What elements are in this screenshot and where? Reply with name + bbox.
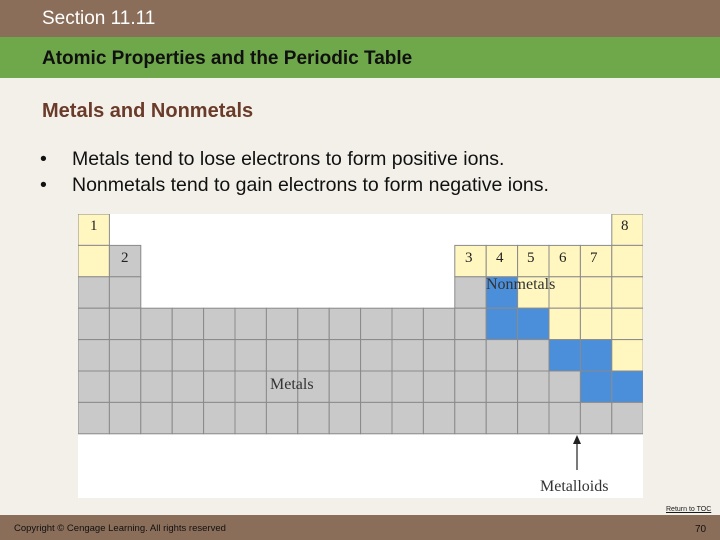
- metal-cell: [486, 402, 517, 433]
- metal-cell: [78, 340, 109, 371]
- periodic-table-diagram: [78, 214, 643, 498]
- metal-cell: [266, 402, 297, 433]
- metal-cell: [455, 277, 486, 308]
- metal-cell: [141, 340, 172, 371]
- return-to-toc-link[interactable]: Return to TOC: [666, 506, 712, 513]
- metal-cell: [266, 340, 297, 371]
- metal-cell: [204, 402, 235, 433]
- metalloids-arrow: [573, 435, 581, 470]
- copyright-text: Copyright © Cengage Learning. All rights reserved: [14, 523, 226, 534]
- bullet-list: [40, 146, 549, 198]
- metal-cell: [78, 402, 109, 433]
- metal-cell: [109, 371, 140, 402]
- metal-cell: [78, 277, 109, 308]
- metal-cell: [486, 371, 517, 402]
- metal-cell: [518, 402, 549, 433]
- group-label-5: 5: [527, 250, 535, 266]
- metal-cell: [549, 371, 580, 402]
- metal-cell: [109, 277, 140, 308]
- metal-cell: [486, 340, 517, 371]
- metal-cell: [329, 340, 360, 371]
- group-label-7: 7: [590, 250, 598, 266]
- metal-cell: [141, 371, 172, 402]
- metal-cell: [423, 371, 454, 402]
- bullet-glyph: •: [40, 148, 47, 170]
- metal-cell: [78, 371, 109, 402]
- metalloid-cell: [518, 308, 549, 339]
- bullet-item: [40, 146, 549, 172]
- metal-cell: [172, 371, 203, 402]
- metal-cell: [172, 402, 203, 433]
- metal-cell: [549, 402, 580, 433]
- group-label-6: 6: [559, 250, 567, 266]
- metal-cell: [392, 402, 423, 433]
- nonmetal-cell: [549, 308, 580, 339]
- metalloid-cell: [612, 371, 643, 402]
- metal-cell: [109, 308, 140, 339]
- metal-cell: [266, 308, 297, 339]
- metal-cell: [518, 340, 549, 371]
- metal-cell: [298, 340, 329, 371]
- metal-cell: [204, 371, 235, 402]
- group-label-1: 1: [90, 218, 98, 234]
- metal-cell: [109, 340, 140, 371]
- metal-cell: [455, 340, 486, 371]
- metal-cell: [423, 308, 454, 339]
- metal-cell: [361, 371, 392, 402]
- footer-bar: [0, 515, 720, 540]
- element-cells: [78, 214, 643, 434]
- metalloid-cell: [549, 340, 580, 371]
- metal-cell: [361, 402, 392, 433]
- periodic-table-figure: [78, 214, 643, 498]
- metal-cell: [392, 371, 423, 402]
- metal-cell: [235, 371, 266, 402]
- metal-cell: [329, 402, 360, 433]
- nonmetal-cell: [580, 308, 611, 339]
- metal-cell: [298, 308, 329, 339]
- metal-cell: [329, 371, 360, 402]
- metalloids-label: Metalloids: [540, 478, 609, 495]
- slide-heading: Metals and Nonmetals: [42, 100, 254, 122]
- group-label-4: 4: [496, 250, 504, 266]
- slide-title: Atomic Properties and the Periodic Table: [42, 48, 413, 69]
- metal-cell: [518, 371, 549, 402]
- bullet-item: [40, 172, 549, 198]
- metal-cell: [204, 340, 235, 371]
- metal-cell: [455, 371, 486, 402]
- metal-cell: [141, 402, 172, 433]
- metal-cell: [204, 308, 235, 339]
- metal-cell: [141, 308, 172, 339]
- metalloid-cell: [580, 371, 611, 402]
- metal-cell: [235, 340, 266, 371]
- metal-cell: [612, 402, 643, 433]
- metal-cell: [423, 402, 454, 433]
- metal-cell: [580, 402, 611, 433]
- metal-cell: [172, 308, 203, 339]
- nonmetals-label: Nonmetals: [486, 276, 556, 293]
- metal-cell: [392, 340, 423, 371]
- section-label: Section 11.11: [42, 8, 156, 29]
- metal-cell: [455, 402, 486, 433]
- metal-cell: [361, 308, 392, 339]
- metals-label: Metals: [270, 376, 314, 393]
- nonmetal-cell: [78, 245, 109, 276]
- metal-cell: [361, 340, 392, 371]
- nonmetal-cell: [612, 308, 643, 339]
- nonmetal-cell: [612, 245, 643, 276]
- metal-cell: [423, 340, 454, 371]
- title-bar: [0, 37, 720, 78]
- group-label-3: 3: [465, 250, 473, 266]
- metal-cell: [235, 308, 266, 339]
- group-label-2: 2: [121, 250, 129, 266]
- group-label-8: 8: [621, 218, 629, 234]
- nonmetal-cell: [580, 277, 611, 308]
- metal-cell: [329, 308, 360, 339]
- metal-cell: [455, 308, 486, 339]
- bullet-text: Nonmetals tend to gain electrons to form negative ions.: [72, 174, 549, 196]
- bullet-glyph: •: [40, 174, 47, 196]
- metal-cell: [78, 308, 109, 339]
- metal-cell: [109, 402, 140, 433]
- metal-cell: [235, 402, 266, 433]
- nonmetal-cell: [612, 277, 643, 308]
- section-bar: [0, 0, 720, 37]
- metal-cell: [392, 308, 423, 339]
- page-number: 70: [695, 524, 707, 535]
- metalloid-cell: [486, 308, 517, 339]
- nonmetal-cell: [612, 340, 643, 371]
- metal-cell: [298, 402, 329, 433]
- metal-cell: [172, 340, 203, 371]
- metalloid-cell: [580, 340, 611, 371]
- bullet-text: Metals tend to lose electrons to form positive ions.: [72, 148, 505, 170]
